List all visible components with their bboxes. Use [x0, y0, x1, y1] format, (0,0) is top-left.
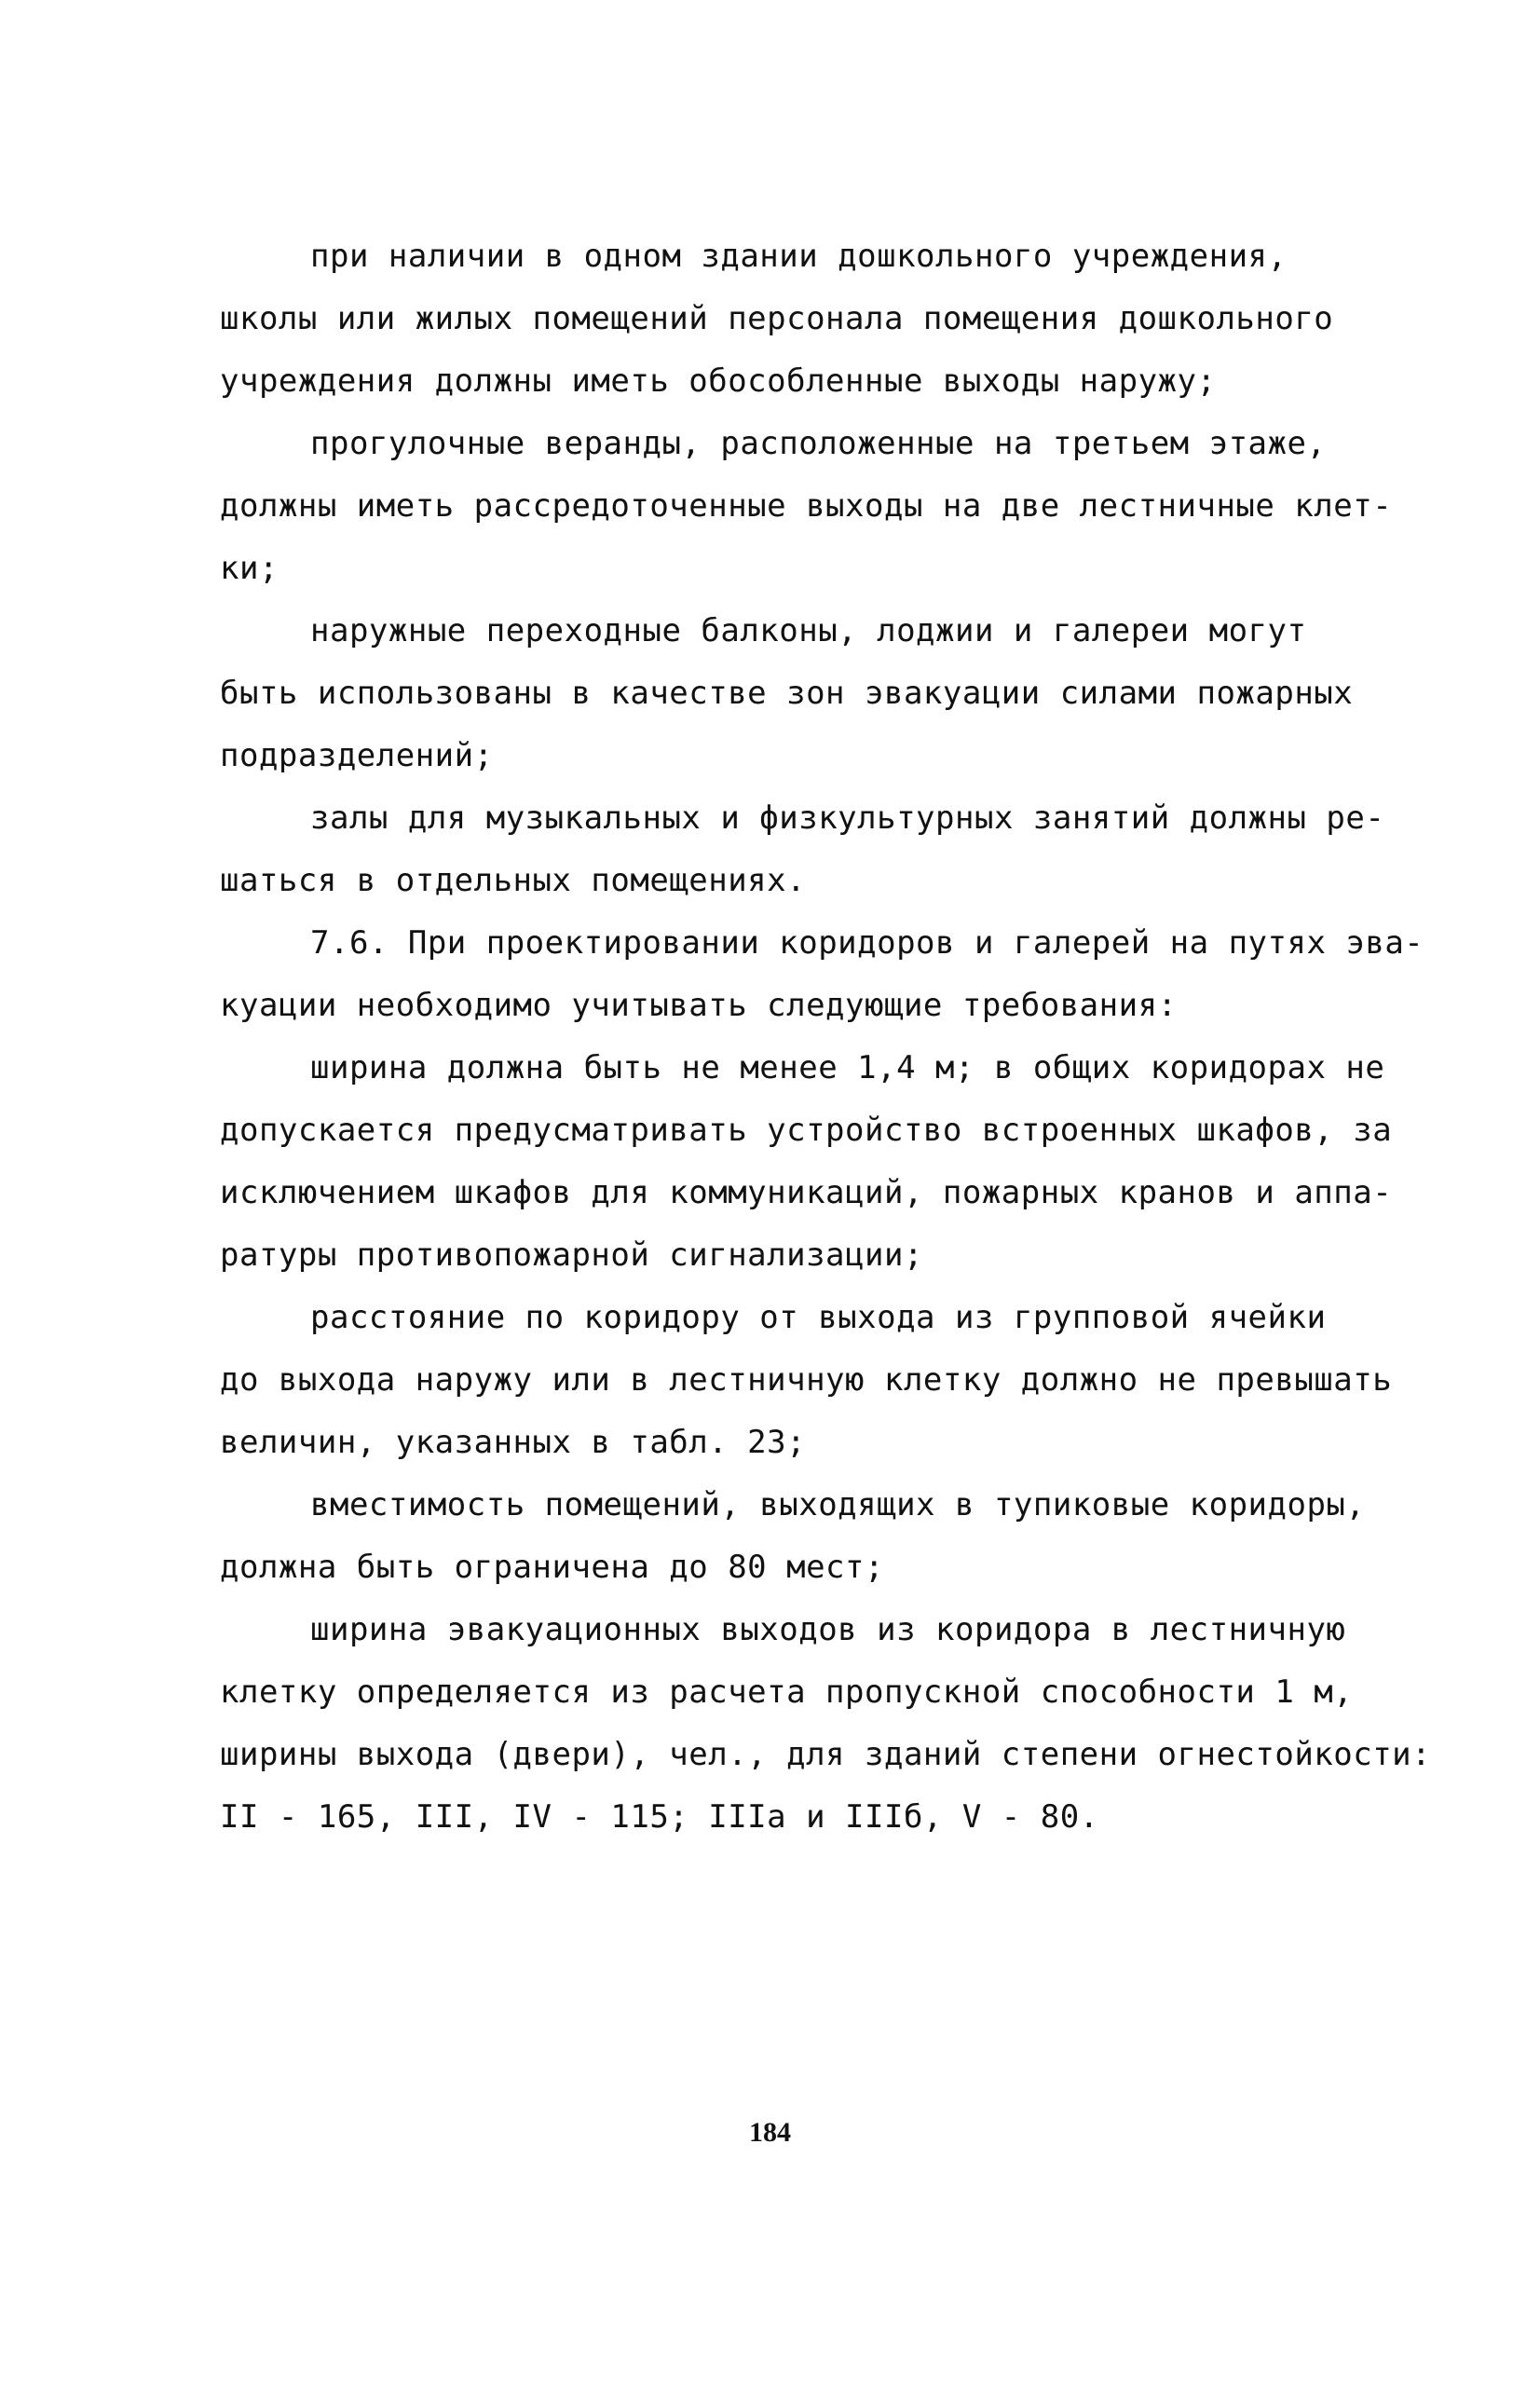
text-line: II - 165, III, IV - 115; IIIа и IIIб, V - 80.	[220, 1798, 1099, 1836]
text-line: ки;	[220, 550, 279, 587]
text-line: величин, указанных в табл. 23;	[220, 1424, 807, 1461]
text-line: школы или жилых помещений персонала помещения дошкольного	[220, 300, 1334, 337]
text-line: допускается предусматривать устройство встроенных шкафов, за	[220, 1112, 1393, 1149]
text-line: должны иметь рассредоточенные выходы на две лестничные клет-	[220, 487, 1393, 525]
text-line: прогулочные веранды, расположенные на третьем этаже,	[310, 425, 1327, 462]
text-line: учреждения должны иметь обособленные выходы наружу;	[220, 362, 1217, 400]
section-heading-line: 7.6. При проектировании коридоров и галерей на путях эва-	[310, 924, 1424, 962]
text-line: исключением шкафов для коммуникаций, пожарных кранов и аппа-	[220, 1174, 1393, 1211]
text-line: клетку определяется из расчета пропускной способности 1 м,	[220, 1673, 1354, 1711]
text-line: ширина эвакуационных выходов из коридора в лестничную	[310, 1611, 1346, 1648]
text-line: шаться в отдельных помещениях.	[220, 862, 807, 899]
text-line: расстояние по коридору от выхода из групповой ячейки	[310, 1299, 1327, 1336]
text-line: наружные переходные балконы, лоджии и галереи могут	[310, 612, 1307, 649]
text-line: должна быть ограничена до 80 мест;	[220, 1549, 884, 1586]
text-line: ширина должна быть не менее 1,4 м; в общих коридорах не	[310, 1049, 1385, 1086]
text-line: ширины выхода (двери), чел., для зданий степени огнестойкости:	[220, 1736, 1432, 1773]
text-line: вместимость помещений, выходящих в тупиковые коридоры,	[310, 1486, 1366, 1523]
text-line: куации необходимо учитывать следующие требования:	[220, 987, 1178, 1024]
text-line: до выхода наружу или в лестничную клетку должно не превышать	[220, 1361, 1393, 1399]
text-line: залы для музыкальных и физкультурных занятий должны ре-	[310, 799, 1385, 837]
text-line: быть использованы в качестве зон эвакуации силами пожарных	[220, 675, 1354, 712]
text-line: подразделений;	[220, 737, 494, 774]
body-text	[220, 225, 1432, 1849]
text-line: ратуры противопожарной сигнализации;	[220, 1236, 923, 1274]
text-line: при наличии в одном здании дошкольного учреждения,	[310, 238, 1288, 275]
page-number: 184	[749, 2117, 791, 2148]
